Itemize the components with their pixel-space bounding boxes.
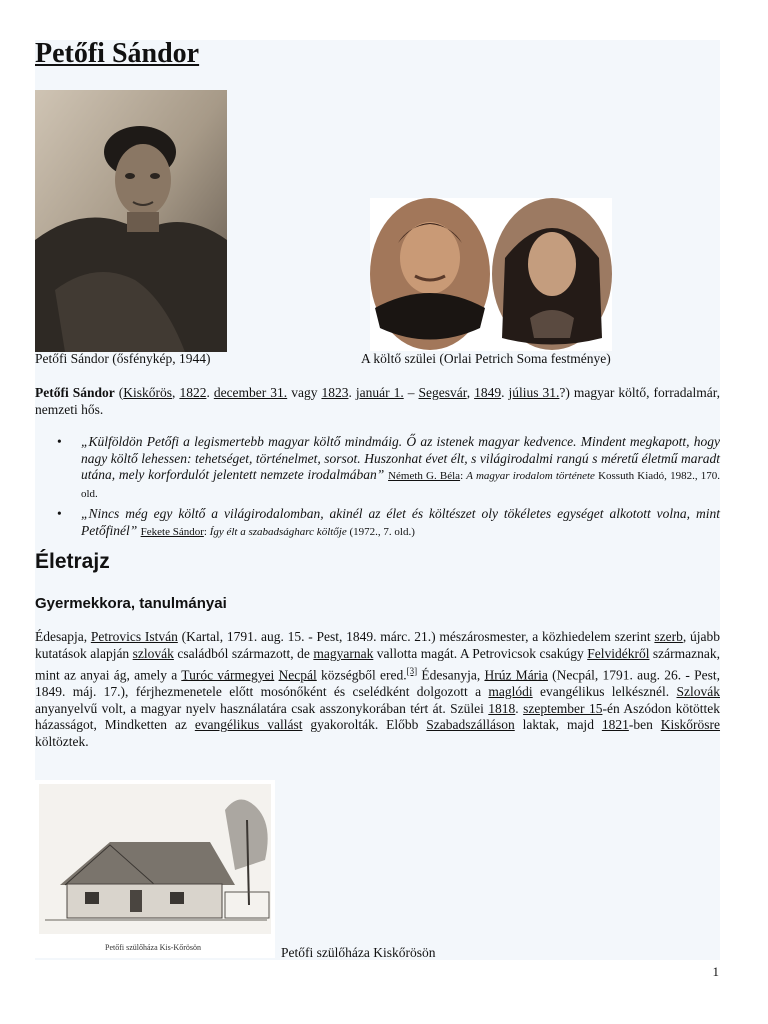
parents-painting [370,198,612,351]
link-felvidekrol[interactable]: Felvidékről [587,645,650,661]
link-author[interactable]: Fekete Sándor [140,525,204,538]
quote-text: „Nincs még egy költő a világirodalomban, akinél az élet és költészet oly tökéletes egységet alkotott volna, mint Petőfinél” [81,506,720,538]
link-necpal[interactable]: Necpál [278,667,317,683]
quote-text: „Külföldön Petőfi a legismertebb magyar költő mindmáig. Ő az istenek magyar kedvence. Mindent megkapott, hogy nagy költő lehessen: tehetséget, történelmet, sorsot. Huszonhat évet élt, s világirodalmi rangú s méretű életmű maradt utána, mely korfordulót jelentett nemzete irodalmában” [81,434,720,482]
link-evangelikus-vallast[interactable]: evangélikus vallást [194,717,303,733]
link-maglodi[interactable]: maglódi [488,683,533,699]
link-kiskoros[interactable]: Kiskőrös [123,385,173,400]
link-1822[interactable]: 1822 [179,385,207,400]
link-szabadszallason[interactable]: Szabadszálláson [426,717,515,733]
quotes-list [35,434,720,544]
link-petrovics-istvan[interactable]: Petrovics István [90,629,178,644]
link-hruz-maria[interactable]: Hrúz Mária [484,667,548,683]
link-szlovak-2[interactable]: Szlovák [676,683,720,699]
list-item [35,506,720,540]
biography-paragraph: Édesapja, Petrovics István (Kartal, 1791. aug. 15. - Pest, 1849. márc. 21.) mészárosmester, a közhiedelem szerint szerb, újabb kutatások alapján szlovák családból származott, de magyarnak vallotta magát. A Petrovicsok csakúgy Felvidékről származnak, mint az anyai ág, amely a Turóc vármegyei Necpál községből ered.[3] Édesanyja, Hrúz Mária (Necpál, 1791. aug. 26. - Pest, 1849. máj. 17.), férjhezmenetele előtt mosónőként és cselédként dolgozott a maglódi evangélikus lelkésznél. Szlovák anyanyelvű volt, a magyar nyelv használatára csak asszonykorában tért át. Szülei 1818. szeptember 15-én Aszódon kötöttek házasságot, Mindketten az evangélikus vallást gyakorolták. Előbb Szabadszálláson laktak, majd 1821-ben Kiskőrösre költöztek. [35,629,721,750]
quote-source: Fekete Sándor: Így élt a szabadságharc költője (1972., 7. old.) [140,525,415,538]
link-magyarnak[interactable]: magyarnak [313,645,374,661]
link-author[interactable]: Németh G. Béla [388,470,461,482]
link-1821[interactable]: 1821 [601,717,629,733]
quote-source: Németh G. Béla: A magyar irodalom története Kossuth Kiadó, 1982., 170. old. [81,470,721,500]
sketch-caption: Petőfi szülőháza Kis-Kőrösön [105,943,201,952]
subject-name: Petőfi Sándor [35,385,115,400]
link-turoc-varmegyei[interactable]: Turóc vármegyei [181,667,275,683]
subsection-heading: Gyermekkora, tanulmányai [35,595,227,612]
page-title: Petőfi Sándor [35,38,200,69]
page-number: 1 [712,964,719,979]
link-1849[interactable]: 1849 [474,385,502,400]
bullet: • [57,506,62,521]
link-januar-1[interactable]: január 1. [355,385,404,400]
link-segesvar[interactable]: Segesvár [418,385,467,400]
intro-paragraph: Petőfi Sándor (Kiskőrös, 1822. december 31. vagy 1823. január 1. – Segesvár, 1849. július 31.?) magyar költő, forradalmár, nemzeti hős. [35,385,721,417]
parents-caption: A költő szülei (Orlai Petrich Soma festménye) [361,351,611,366]
link-szlovak[interactable]: szlovák [132,645,174,661]
link-1823[interactable]: 1823 [321,385,349,400]
reference-link[interactable]: [3] [406,665,418,676]
list-item [35,434,720,502]
house-caption: Petőfi szülőháza Kiskőrösön [281,945,436,960]
portrait-photo [35,90,227,352]
section-heading: Életrajz [35,550,110,573]
birth-house-sketch [35,780,275,958]
link-1818[interactable]: 1818 [488,700,516,716]
bullet: • [57,434,62,449]
link-december-31[interactable]: december 31. [213,385,288,400]
link-szerb[interactable]: szerb [654,629,683,644]
portrait-caption: Petőfi Sándor (ősfénykép, 1944) [35,351,211,366]
link-szeptember-15[interactable]: szeptember 15 [523,700,603,716]
link-julius-31[interactable]: július 31. [508,385,560,400]
link-kiskorosre[interactable]: Kiskőrösre [660,717,721,733]
